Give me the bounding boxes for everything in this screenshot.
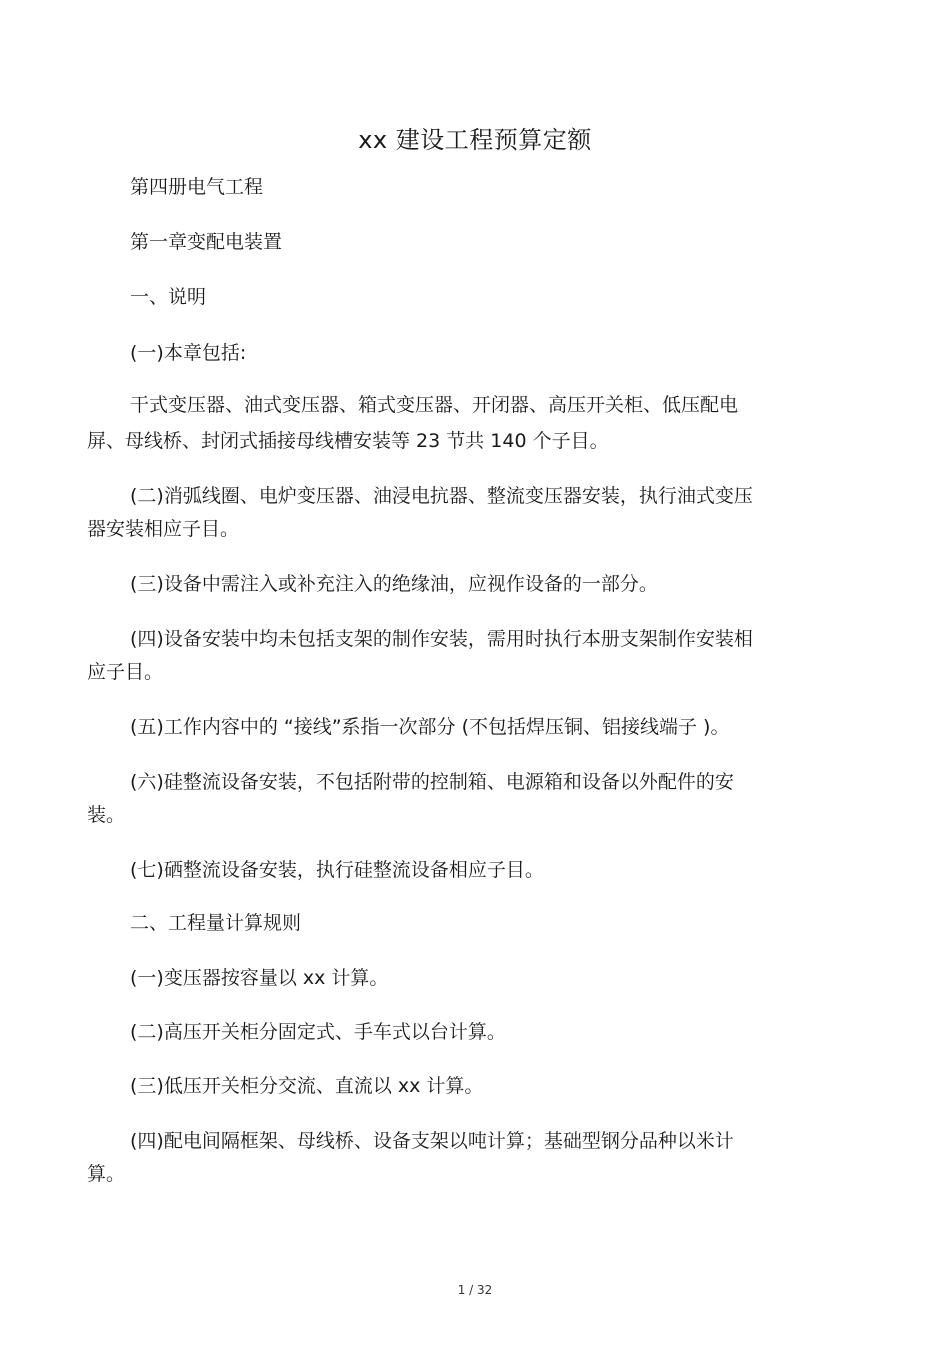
- paragraph-line: (四)配电间隔框架、母线桥、设备支架以吨计算；基础型钢分品种以米计: [130, 1130, 734, 1152]
- paragraph-line: (一)本章包括:: [130, 342, 247, 364]
- paragraph-line: (一)变压器按容量以 xx 计算。: [130, 967, 389, 989]
- paragraph-line: 装。: [87, 804, 126, 826]
- paragraph-line: (三)设备中需注入或补充注入的绝缘油，应视作设备的一部分。: [130, 573, 658, 595]
- chapter-heading: 第一章变配电装置: [130, 231, 283, 253]
- paragraph-line: 器安装相应子目。: [87, 518, 240, 540]
- paragraph-line: (四)设备安装中均未包括支架的制作安装，需用时执行本册支架制作安装相: [130, 628, 753, 650]
- paragraph-line: (六)硅整流设备安装，不包括附带的控制箱、电源箱和设备以外配件的安: [130, 771, 734, 793]
- paragraph-line: 屏、母线桥、封闭式插接母线槽安装等 23 节共 140 个子目。: [87, 430, 609, 452]
- paragraph-line: 干式变压器、油式变压器、箱式变压器、开闭器、高压开关柜、低压配电: [130, 394, 739, 416]
- section-heading-rules: 二、工程量计算规则: [130, 912, 302, 934]
- paragraph-line: (五)工作内容中的 “接线”系指一次部分 (不包括焊压铜、铝接线端子 )。: [130, 716, 730, 738]
- section-heading-explanation: 一、说明: [130, 286, 207, 308]
- paragraph-line: (七)硒整流设备安装，执行硅整流设备相应子目。: [130, 859, 544, 881]
- paragraph-line: 应子目。: [87, 661, 164, 683]
- volume-heading: 第四册电气工程: [130, 176, 264, 198]
- paragraph-line: (三)低压开关柜分交流、直流以 xx 计算。: [130, 1075, 484, 1097]
- paragraph-line: 算。: [87, 1163, 126, 1185]
- page-number: 1 / 32: [457, 1283, 493, 1297]
- paragraph-line: (二)消弧线圈、电炉变压器、油浸电抗器、整流变压器安装，执行油式变压: [130, 485, 753, 507]
- document-title: xx 建设工程预算定额: [358, 126, 592, 154]
- paragraph-line: (二)高压开关柜分固定式、手车式以台计算。: [130, 1021, 506, 1043]
